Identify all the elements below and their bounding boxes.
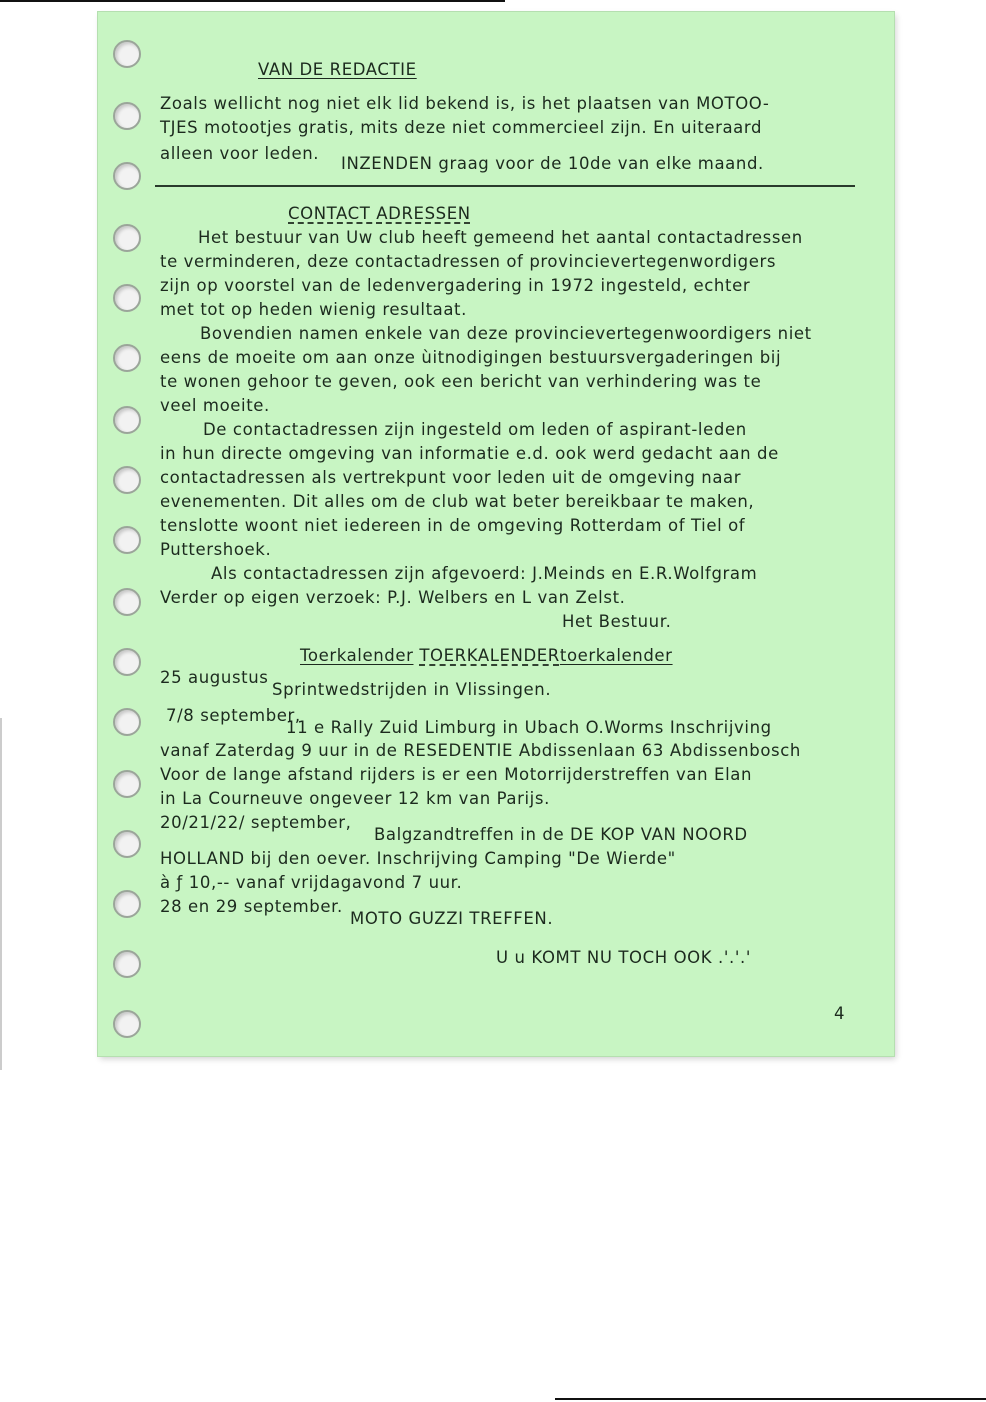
punch-hole	[113, 708, 141, 736]
event-text: Sprintwedstrijden in Vlissingen.	[272, 680, 552, 699]
event-text: 11 e Rally Zuid Limburg in Ubach O.Worms Inschrijving	[286, 718, 772, 737]
redactie-line: alleen voor leden.	[160, 144, 320, 163]
contact-line: Puttershoek.	[160, 540, 272, 559]
event-text: in La Courneuve ongeveer 12 km van Parijs.	[160, 789, 550, 808]
punch-hole	[113, 770, 141, 798]
event-text: vanaf Zaterdag 9 uur in de RESEDENTIE Abdissenlaan 63 Abdissenbosch	[160, 741, 801, 760]
contact-heading: CONTACT ADRESSEN	[288, 204, 471, 223]
toer-heading-part: Toerkalender	[300, 646, 414, 665]
contact-line: Het bestuur van Uw club heeft gemeend het aantal contactadressen	[198, 228, 803, 247]
event-text: Voor de lange afstand rijders is er een Motorrijderstreffen van Elan	[160, 765, 753, 784]
contact-line: in hun directe omgeving van informatie e.d. ook werd gedacht aan de	[160, 444, 779, 463]
punch-hole	[113, 406, 141, 434]
punch-hole	[113, 830, 141, 858]
event-text: HOLLAND bij den oever. Inschrijving Camping "De Wierde"	[160, 849, 676, 868]
punch-hole	[113, 344, 141, 372]
contact-line: te wonen gehoor te geven, ook een bericht van verhindering was te	[160, 372, 762, 391]
redactie-line: TJES motootjes gratis, mits deze niet commercieel zijn. En uiteraard	[160, 118, 763, 137]
redactie-heading: VAN DE REDACTIE	[258, 60, 417, 79]
contact-line: veel moeite.	[160, 396, 270, 415]
contact-line: Als contactadressen zijn afgevoerd: J.Meinds en E.R.Wolfgram	[211, 564, 758, 583]
scan-edge-bottom	[555, 1398, 986, 1400]
punch-hole	[113, 526, 141, 554]
page-number: 4	[834, 1004, 846, 1023]
punch-hole	[113, 950, 141, 978]
toer-heading	[300, 644, 673, 668]
contact-line: contactadressen als vertrekpunt voor leden uit de omgeving naar	[160, 468, 742, 487]
toer-heading-part: toerkalender	[559, 646, 673, 665]
redactie-line: INZENDEN graag voor de 10de van elke maand.	[341, 154, 764, 173]
punch-hole	[113, 648, 141, 676]
newsletter-page	[98, 12, 894, 1056]
punch-hole	[113, 224, 141, 252]
punch-hole	[113, 40, 141, 68]
contact-line: eens de moeite om aan onze ùitnodigingen bestuursvergaderingen bij	[160, 348, 782, 367]
closing-line: U u KOMT NU TOCH OOK .'.'.'	[496, 948, 751, 967]
event-date: 25 augustus	[160, 668, 269, 687]
toer-heading-part: TOERKALENDER	[419, 646, 560, 665]
event-date: 7/8 september,	[166, 706, 301, 725]
event-text: MOTO GUZZI TREFFEN.	[350, 909, 554, 928]
punch-hole	[113, 1010, 141, 1038]
contact-line: zijn op voorstel van de ledenvergadering in 1972 ingesteld, echter	[160, 276, 751, 295]
signature: Het Bestuur.	[562, 612, 672, 631]
contact-line: Verder op eigen verzoek: P.J. Welbers en L van Zelst.	[160, 588, 626, 607]
punch-hole	[113, 890, 141, 918]
event-text: à ƒ 10,-- vanaf vrijdagavond 7 uur.	[160, 873, 463, 892]
contact-line: te verminderen, deze contactadressen of provincievertegenwordigers	[160, 252, 777, 271]
contact-line: met tot op heden wienig resultaat.	[160, 300, 467, 319]
contact-line: tenslotte woont niet iedereen in de omgeving Rotterdam of Tiel of	[160, 516, 746, 535]
event-date: 20/21/22/ september,	[160, 813, 352, 832]
section-divider	[155, 185, 855, 187]
punch-hole	[113, 162, 141, 190]
scan-edge-top	[0, 0, 505, 2]
punch-hole	[113, 284, 141, 312]
event-text: Balgzandtreffen in de DE KOP VAN NOORD	[374, 825, 748, 844]
event-date: 28 en 29 september.	[160, 897, 343, 916]
punch-hole	[113, 102, 141, 130]
contact-line: De contactadressen zijn ingesteld om leden of aspirant-leden	[203, 420, 747, 439]
redactie-line: Zoals wellicht nog niet elk lid bekend is, is het plaatsen van MOTOO-	[160, 94, 770, 113]
scan-edge-left	[0, 718, 2, 1070]
punch-hole	[113, 588, 141, 616]
contact-line: Bovendien namen enkele van deze provincievertegenwoordigers niet	[200, 324, 812, 343]
contact-line: evenementen. Dit alles om de club wat beter bereikbaar te maken,	[160, 492, 755, 511]
punch-hole	[113, 466, 141, 494]
